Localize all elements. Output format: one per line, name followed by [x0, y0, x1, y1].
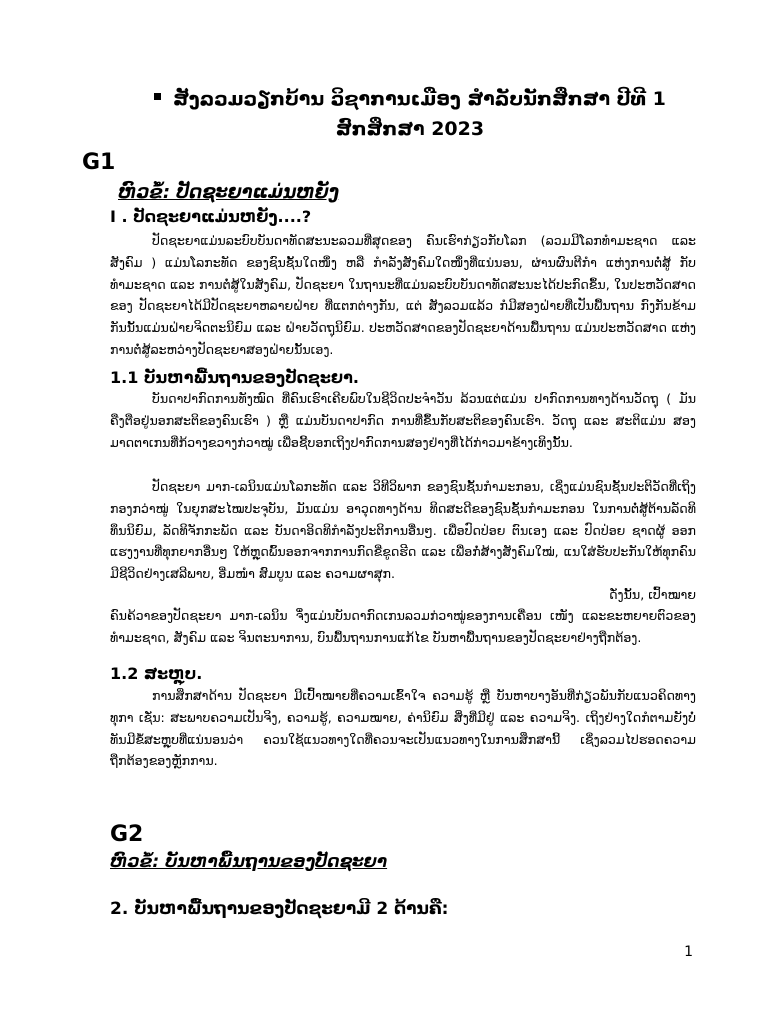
section-1-1-heading: 1.1 ບັນຫາພື້ນຖານຂອງປັດຊະຍາ. [110, 368, 359, 387]
section-1-1-paragraph-3: ຄົນຄ້ວາຂອງປັດຊະຍາ ມາກ-ເລນິນ ຈຶ່ງແມ່ນບັນດາກົດເກນລວມກ່ວາໝູ່ຂອງການເຄື່ອນ ເໜັງ ແລະຂະຫຍາຍຕົວຂອງ ທຳມະຊາດ, ສັງຄົມ ແລະ ຈິນຕະນາການ, ບົນພື້ນຖານການແກ້ໄຂ ບັນຫາພື້ນຖານຂອງປັດຊະຍາຢ່າງຖືກຕ້ອງ. [110, 608, 696, 645]
group-label-g2: G2 [110, 822, 144, 847]
bullet-icon [154, 93, 161, 100]
g2-topic: ຫົວຂໍ້: ບັນຫາພື້ນຖານຂອງປັດຊະຍາ [110, 852, 388, 872]
page-number: 1 [684, 944, 693, 960]
document-title [110, 84, 710, 144]
section-1-heading: I . ປັດຊະຍາແມ່ນຫຍັງ....? [110, 207, 312, 226]
section-1-1-paragraph-2: ປັດຊະຍາ ມາກ-ເລນິນແມ່ນໂລກະທັດ ແລະ ວິທີວິພາກ ຂອງຊົນຊັ້ນກຳມະກອນ, ເຊິ່ງແມ່ນຊົນຊັ້ນປະຕິວັດທີ່ເຖິງກອງກວ່າໝູ່ ໃນຍຸກສະໄໝປະຈຸບັນ, ມັນແມ່ນ ອາວຸດທາງດ້ານ ທິດສະດີຂອງຊົນຊັ້ນກຳມະກອນ ໃນການຕໍ່ສູ້ຕ້ານລັດທິທຶນນິຍົມ, ລັດທິຈັກກະພັດ ແລະ ບັນດາອິດທິກຳລັງປະຕິການອື່ນໆ. ເພື່ອປົດປ່ອຍ ຕົນເອງ ແລະ ປົດປ່ອຍ ຊາດຜູ້ ອອກແຮງງານທີ່ທຸກຍາກອື່ນໆ ໃຫ້ຫຼຸດພົ້ນອອກຈາກການກົດຂີ່ຂູດຮີດ ແລະ ເພື່ອກໍ່ສ້າງສັງຄົມໃໝ່, ແນໃສ່ຮັບປະກັນໃຫ້ທຸກຄົນ ມີຊີວິດຢ່າງເສລີພາບ, ອີ່ມໜຳ ສົມບູນ ແລະ ຄວາມຜາສຸກ. [110, 479, 696, 582]
section-1-1-paragraph-1: ບັນດາປາກົດການທັງໝົດ ທີ່ຄົນເຮົາເຄີຍພົບໃນຊີວິດປະຈຳວັນ ລ້ວນແຕ່ແມ່ນ ປາກົດການທາງດ້ານວັດຖຸ ( ມັນຄືງຕືອຢູ່ນອກສະຕິຂອງຄົນເຮົາ ) ຫຼື ແມ່ນບັນດາປາກົດ ການທີ່ຂຶ້ນກັບສະຕິຂອງຄົນເຮົາ. ວັດຖຸ ແລະ ສະຕິແມ່ນ ສອງມາດຕາເກນທີ່ກ້ວາງຂວາງກ່ວາໝູ່ ເພື່ອຊີ້ບອກເຖິງປາກົດການສອງຢ່າງທີ່ໄດ້ກ່າວມາຂ້າງເທິງນັ້ນ. [110, 391, 696, 450]
section-2-heading: 2. ບັນຫາພື້ນຖານຂອງປັດຊະຍາມີ 2 ດ້ານຄື: [110, 899, 449, 919]
section-1-2-heading: 1.2 ສະຫຼຸບ. [110, 664, 203, 683]
title-line-1: ສັງລວມວຽກບ້ານ ວິຊາການເມືອງ ສຳລັບນັກສຶກສາ ປີທີ 1 [110, 84, 710, 114]
title-line-2: ສົກສຶກສາ 2023 [335, 118, 485, 140]
section-1-2-paragraph: ການສຶກສາດ້ານ ປັດຊະຍາ ມີເປົ້າໝາຍທີ່ຄວາມເຂົ້າໃຈ ຄວາມຮູ້ ຫຼື ບັນຫາບາງອັນທີ່ກ່ຽວພັນກັບແນວຄິດທາງທຸກາ ເຊັ່ນ: ສະພາບຄວາມເປັນຈິງ, ຄວາມຮູ້, ຄວາມໝາຍ, ຄ່ານິຍົມ ສິ່ງທີ່ມີຢູ່ ແລະ ຄວາມຈິງ. ເຖິງຢ່າງໃດກໍຕາມຍັງບໍ່ທັນມີຂໍ້ສະຫຼຸບທີ່ແນ່ນອນວ່າ ຄວນໃຊ້ແນວທາງໃດທີ່ຄວນຈະເປັນແນວທາງໃນການສຶກສານີ້ ເຊິ່ງລວມໄປຮອດຄວາມຖືກຕ້ອງຂອງຫຼັກການ. [110, 688, 696, 769]
g1-topic: ຫົວຂໍ້: ປັດຊະຍາແມ່ນຫຍັງ [118, 182, 339, 203]
group-label-g1: G1 [82, 150, 116, 175]
section-1-1-paragraph-3-lead: ດັ່ງນັ້ນ, ເປົ້າໝາຍ [609, 587, 696, 602]
section-1-paragraph: ປັດຊະຍາແມ່ນລະບົບບັນດາທັດສະນະລວມທີ່ສຸດຂອງ ຄົນເຮົາກ່ຽວກັບໂລກ (ລວມມີໂລກທຳມະຊາດ ແລະ ສັງຄົມ ) ແມ່ນໂລກະທັດ ຂອງຊົນຊັ້ນໃດໜຶ່ງ ຫລື ກຳລັງສັງຄົມໃດໜຶ່ງທີ່ແນ່ນອນ, ຜ່ານຜົນຕີກຳ ແຫ່ງການຕໍ່ສູ້ ກັບທຳມະຊາດ ແລະ ການຕໍ່ສູ້ໃນສັງຄົມ, ປັດຊະຍາ ໃນຖານະທີ່ແມ່ນລະບົບບັນດາທັດສະນະໄດ້ປະກົດຂຶ້ນ, ໃນປະຫວັດສາດ ຂອງ ປັດຊະຍາໄດ້ມີປັດຊະຍາຫລາຍຝ່າຍ ທີ່ແຕກຕ່າງກັນ, ແຕ່ ສັງລວມແລ້ວ ກໍມີສອງຝ່າຍທີ່ເປັນພື້ນຖານ ກົງກັນຂ້າມກັນນັ້ນແມ່ນຝ່າຍຈິດຕະນິຍົມ ແລະ ຝ່າຍວັດຖຸນິຍົມ. ປະຫວັດສາດຂອງປັດຊະຍາດ້ານພື້ນຖານ ແມ່ນປະຫວັດສາດ ແຫ່ງການຕໍ່ສູ້ລະຫວ່າງປັດຊະຍາສອງຝ່າຍນັ້ນເອງ. [110, 233, 696, 357]
